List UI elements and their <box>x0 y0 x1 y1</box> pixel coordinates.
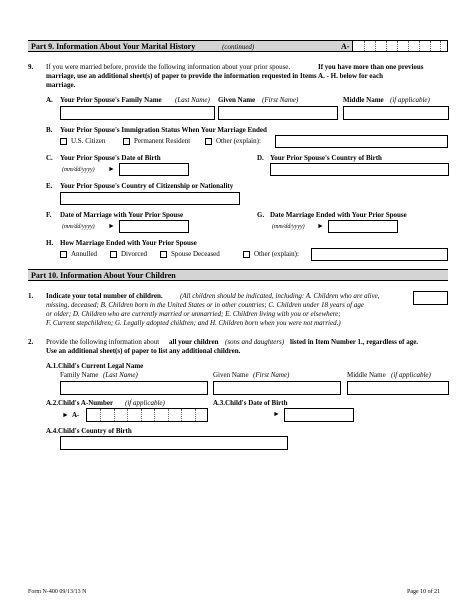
date-of-marriage-label: Date of Marriage with Your Prior Spouse <box>60 211 184 219</box>
prior-spouse-country-birth-label: Your Prior Spouse's Country of Birth <box>270 154 382 162</box>
item-c-label: C. <box>46 154 53 162</box>
q9-text-1a: If you were married before, provide the following information about your prior spouse. <box>46 63 291 71</box>
other-ended-label: Other (explain): <box>254 250 299 258</box>
date-marriage-ended-label: Date Marriage Ended with Your Prior Spouse <box>270 211 407 219</box>
child-middle-name-label: Middle Name <box>347 371 386 379</box>
other-status-checkbox[interactable] <box>205 138 212 145</box>
prior-spouse-given-name-label: Given Name <box>218 96 256 104</box>
item-a-label: A. <box>46 96 53 104</box>
a-number-field[interactable] <box>352 40 448 52</box>
q9-text-3: marriage. <box>46 81 76 89</box>
prior-spouse-middle-name-hint: (if applicable) <box>390 96 430 104</box>
prior-spouse-family-name-input[interactable] <box>60 106 215 120</box>
how-marriage-ended-label: How Marriage Ended with Your Prior Spouse <box>60 239 197 247</box>
q2-line-2: Use an additional sheet(s) of paper to list any additional children. <box>46 347 241 355</box>
part9-title: Part 9. Information About Your Marital History <box>31 42 196 51</box>
item-f-label: F. <box>46 211 52 219</box>
q1-line-4: F. Current stepchildren; G. Legally adopted children; and H. Children born when you were not married.) <box>46 319 341 327</box>
child-dob-arrow: ► <box>273 410 280 418</box>
q2-line-1a: Provide the following information about <box>46 338 160 346</box>
child-family-name-input[interactable] <box>60 381 208 395</box>
permanent-resident-checkbox[interactable] <box>123 138 130 145</box>
prior-spouse-dob-arrow: ► <box>108 165 115 173</box>
total-children-input[interactable] <box>413 291 448 305</box>
child-country-birth-input[interactable] <box>60 436 288 450</box>
part10-header <box>28 269 448 281</box>
child-dob-input[interactable] <box>284 408 354 422</box>
prior-spouse-family-name-hint: (Last Name) <box>175 96 210 104</box>
child-a-number-label: A.2.Child's A-Number <box>46 399 114 407</box>
item-d-label: D. <box>257 154 264 162</box>
child-family-name-label: Family Name <box>60 371 99 379</box>
q2-line-1b: all your children <box>169 338 219 346</box>
other-status-label: Other (explain): <box>216 137 261 145</box>
date-of-marriage-arrow: ► <box>108 222 115 230</box>
child-dob-label: A.3.Child's Date of Birth <box>213 399 288 407</box>
child-a-number-prefix: A- <box>72 411 80 419</box>
item-e-label: E. <box>46 182 53 190</box>
q2-number: 2. <box>28 338 34 346</box>
q1-bold-text: Indicate your total number of children. <box>46 292 163 300</box>
child-family-name-hint: (Last Name) <box>103 371 138 379</box>
child-given-name-hint: (First Name) <box>253 371 290 379</box>
part9-continued: (continued) <box>222 43 255 51</box>
prior-spouse-given-name-input[interactable] <box>218 106 338 120</box>
permanent-resident-label: Permanent Resident <box>134 137 191 145</box>
other-ended-checkbox[interactable] <box>243 251 250 258</box>
child-middle-name-hint: (if applicable) <box>391 371 431 379</box>
q9-text-2: marriage, use an additional sheet(s) of paper to provide the information requested in Items A. - H. below for each <box>46 72 384 80</box>
spouse-deceased-label: Spouse Deceased <box>171 250 220 258</box>
child-given-name-input[interactable] <box>213 381 341 395</box>
spouse-deceased-checkbox[interactable] <box>160 251 167 258</box>
part10-title: Part 10. Information About Your Children <box>31 271 176 280</box>
us-citizen-label: U.S. Citizen <box>71 137 106 145</box>
child-a-number-arrow: ► <box>62 411 69 419</box>
q1-number: 1. <box>28 292 34 300</box>
prior-spouse-status-label: Your Prior Spouse's Immigration Status When Your Marriage Ended <box>60 126 267 134</box>
annulled-label: Annulled <box>71 250 98 258</box>
prior-spouse-given-name-hint: (First Name) <box>262 96 299 104</box>
other-status-explain-input[interactable] <box>275 135 448 148</box>
annulled-checkbox[interactable] <box>60 251 67 258</box>
date-of-marriage-hint: (mm/dd/yyyy) <box>62 224 95 230</box>
q9-text-1b: If you have more than one previous <box>318 63 424 71</box>
child-a-number-input[interactable] <box>86 408 208 422</box>
item-h-label: H. <box>46 239 54 247</box>
prior-spouse-dob-input[interactable] <box>119 163 189 176</box>
us-citizen-checkbox[interactable] <box>60 138 67 145</box>
a-number-prefix: A- <box>341 42 350 51</box>
q9-number: 9. <box>28 63 34 71</box>
prior-spouse-middle-name-input[interactable] <box>343 106 449 120</box>
q2-line-1d: listed in Item Number 1., regardless of age. <box>290 338 419 346</box>
child-middle-name-input[interactable] <box>347 381 449 395</box>
divorced-checkbox[interactable] <box>110 251 117 258</box>
date-of-marriage-input[interactable] <box>119 220 189 233</box>
divorced-label: Divorced <box>121 250 148 258</box>
item-g-label: G. <box>257 211 265 219</box>
form-id: Form N-400 09/13/13 N <box>28 589 87 595</box>
prior-spouse-family-name-label: Your Prior Spouse's Family Name <box>60 96 162 104</box>
page-number: Page 10 of 21 <box>407 589 441 595</box>
child-legal-name-label: A.1.Child's Current Legal Name <box>46 362 144 370</box>
date-marriage-ended-input[interactable] <box>328 220 398 233</box>
q1-line-2: missing, deceased; B. Children born in the United States or in other countries; C. Children under 18 years of age <box>46 301 364 309</box>
child-given-name-label: Given Name <box>213 371 249 379</box>
prior-spouse-middle-name-label: Middle Name <box>343 96 384 104</box>
prior-spouse-country-birth-input[interactable] <box>270 163 449 176</box>
prior-spouse-citizenship-input[interactable] <box>60 192 240 205</box>
q1-line-1: (All children should be indicated, including: A. Children who are alive, <box>180 292 380 300</box>
other-ended-explain-input[interactable] <box>311 248 448 261</box>
child-a-number-hint: (if applicable) <box>125 399 165 407</box>
prior-spouse-dob-label: Your Prior Spouse's Date of Birth <box>60 154 161 162</box>
q1-line-3: or older; D. Children who are currently married or unmarried; E. Children living with you or elsewhere; <box>46 310 341 318</box>
date-marriage-ended-hint: (mm/dd/yyyy) <box>272 224 305 230</box>
item-b-label: B. <box>46 126 53 134</box>
date-marriage-ended-arrow: ► <box>317 222 324 230</box>
prior-spouse-dob-hint: (mm/dd/yyyy) <box>62 167 95 173</box>
q2-line-1c: (sons and daughters) <box>225 338 285 346</box>
child-country-birth-label: A.4.Child's Country of Birth <box>46 427 132 435</box>
prior-spouse-citizenship-label: Your Prior Spouse's Country of Citizenship or Nationality <box>60 182 234 190</box>
